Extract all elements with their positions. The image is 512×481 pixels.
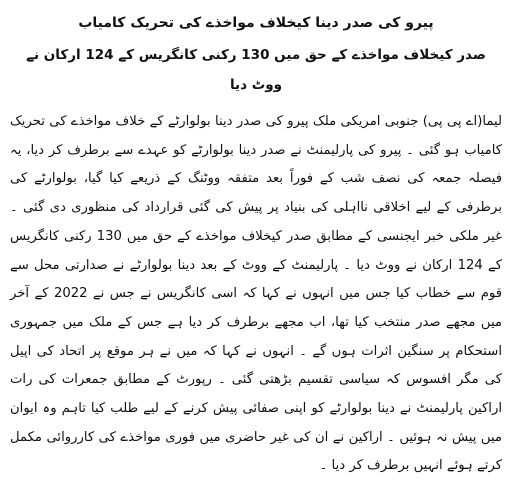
article-headline: پیرو کی صدر دینا کیخلاف مواخذے کی تحریک کامیاب	[78, 15, 434, 31]
article-body: لیما(اے پی پی) جنوبی امریکی ملک پیرو کی صدر دینا بولوارٹے کے خلاف مواخذے کی تحریک کامیاب ہو گئی ۔ پیرو کی پارلیمنٹ نے صدر دینا بولوارٹے کو عہدے سے برطرف کر دیا، یہ فیصلہ جمعہ کی نصف شب کے فوراً بعد متفقہ ووٹنگ کے ذریعے کیا گیا، بولوارٹے کی برطرفی کے لیے اخلاقی نااہلی کی بنیاد پر پیش کی گئی قرارداد کی منظوری دی گئی ۔ غیر ملکی خبر ایجنسی کے مطابق صدر کیخلاف مواخذے کے حق میں 130 رکنی کانگریس کے 124 ارکان نے ووٹ دیا ۔ پارلیمنٹ کے ووٹ کے بعد دینا بولوارٹے نے صدارتی محل سے قوم سے خطاب کیا جس میں انہوں نے کہا کہ اسی کانگریس نے جس نے 2022 کے آخر میں مجھے صدر منتخب کیا تھا، اب مجھے برطرف کر دیا ہے جس کے ملک میں جمہوری استحکام پر سنگین اثرات ہوں گے ۔ انہوں نے کہا کہ میں نے ہر موقع پر اتحاد کی اپیل کی مگر افسوس کہ سیاسی تقسیم بڑھتی گئی ۔ رپورٹ کے مطابق جمعرات کی رات اراکین پارلیمنٹ نے دینا بولوارٹے کو اپنی صفائی پیش کرنے کے لیے طلب کیا تاہم وہ ایوان میں پیش نہ ہوئیں ۔ اراکین نے ان کی غیر حاضری میں فوری مواخذے کی کارروائی مکمل کرتے ہوئے انہیں برطرف کر دیا ۔	[10, 114, 502, 474]
article-subheadline: صدر کیخلاف مواخذے کے حق میں 130 رکنی کانگریس کے 124 ارکان نے ووٹ دیا	[26, 47, 486, 93]
